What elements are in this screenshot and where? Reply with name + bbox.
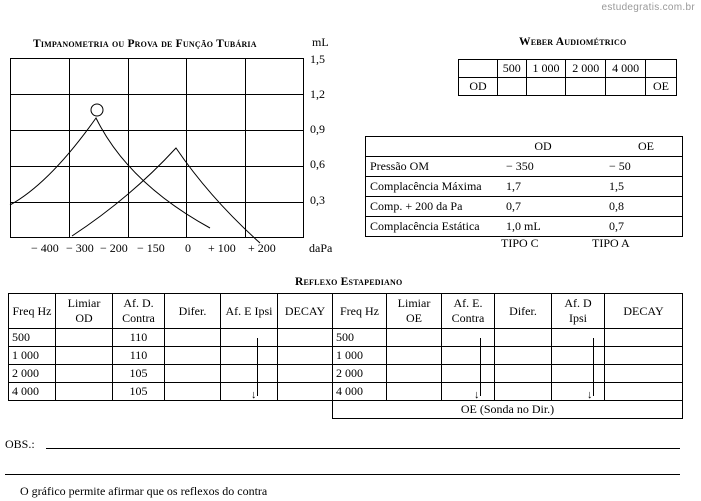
reflex-cell: [387, 383, 442, 401]
tympanometry-title: Timpanometria ou Prova de Função Tubária: [33, 38, 257, 50]
reflex-footer-left: [9, 401, 333, 419]
reflex-header: Difer.: [165, 294, 221, 329]
reflex-header: Af. D. Contra: [113, 294, 165, 329]
reflex-cell: [165, 329, 221, 347]
reflex-header: Limiar OD: [56, 294, 113, 329]
weber-oe-label: OE: [646, 78, 677, 96]
tympanogram-type-od: TIPO C: [501, 236, 539, 250]
reflex-cell: [552, 347, 605, 365]
y-tick: 0,9: [310, 122, 325, 136]
x-tick: + 200: [248, 241, 276, 255]
weber-od-label: OD: [459, 78, 498, 96]
reflex-cell: [165, 365, 221, 383]
reflex-contra-value: 110: [113, 329, 165, 347]
reflex-title: Reflexo Estapediano: [295, 276, 403, 288]
tympanogram-type-oe: TIPO A: [592, 236, 630, 250]
reflex-header: Af. D Ipsi: [552, 294, 605, 329]
imit-oe-value: 0,8: [584, 197, 683, 217]
reflex-header: Af. E Ipsi: [221, 294, 278, 329]
arrow-shaft: [593, 338, 594, 396]
reflex-cell: [56, 365, 113, 383]
reflex-cell: [221, 365, 278, 383]
reflex-cell: [56, 347, 113, 365]
y-tick: 1,2: [310, 87, 325, 101]
reflex-contra-value: 105: [113, 383, 165, 401]
reflex-cell: [605, 329, 683, 347]
weber-cell: [526, 78, 566, 96]
arrow-down-icon: ↓: [251, 389, 257, 401]
reflex-cell: [495, 347, 552, 365]
reflex-cell: [221, 383, 278, 401]
reflex-cell: [278, 347, 333, 365]
reflex-header: Limiar OE: [387, 294, 442, 329]
reflex-cell: [605, 365, 683, 383]
reflex-contra-value: 105: [113, 365, 165, 383]
reflex-header: Af. E. Contra: [442, 294, 495, 329]
reflex-cell: [165, 347, 221, 365]
question-text: O gráfico permite afirmar que os reflexos do contra: [20, 484, 268, 498]
x-tick: − 200: [100, 241, 128, 255]
weber-freq: 500: [498, 60, 527, 78]
x-tick: + 100: [208, 241, 236, 255]
x-unit-label: daPa: [309, 241, 333, 255]
reflex-header: DECAY: [278, 294, 333, 329]
reflex-freq: 2 000: [9, 365, 56, 383]
reflex-cell: [387, 347, 442, 365]
reflex-cell: [387, 329, 442, 347]
reflex-cell: [495, 383, 552, 401]
reflex-cell: [605, 383, 683, 401]
reflex-cell: [221, 347, 278, 365]
reflex-freq: 500: [333, 329, 387, 347]
reflex-cell: [552, 383, 605, 401]
weber-table: [458, 59, 677, 96]
reflex-table: [8, 293, 683, 419]
od-curve: [10, 118, 210, 228]
reflex-cell: [221, 329, 278, 347]
reflex-cell: [278, 365, 333, 383]
arrow-down-icon: ↓: [587, 389, 593, 401]
reflex-cell: [56, 383, 113, 401]
weber-cell: [498, 78, 527, 96]
imit-col-oe: OE: [637, 139, 654, 153]
arrow-down-icon: ↓: [474, 389, 480, 401]
imit-od-value: 1,0 mL: [502, 217, 584, 237]
y-unit-label: mL: [312, 35, 329, 49]
x-tick: − 400: [31, 241, 59, 255]
reflex-freq: 1 000: [9, 347, 56, 365]
weber-cell: [606, 78, 646, 96]
reflex-cell: [278, 383, 333, 401]
imit-oe-value: 0,7: [584, 217, 683, 237]
x-tick: − 300: [66, 241, 94, 255]
weber-freq: 2 000: [566, 60, 606, 78]
imit-od-value: 1,7: [502, 177, 584, 197]
x-tick: 0: [185, 241, 191, 255]
reflex-cell: [552, 365, 605, 383]
imit-row-label: Comp. + 200 da Pa: [366, 197, 503, 217]
y-tick: 1,5: [310, 52, 325, 66]
weber-freq: 1 000: [526, 60, 566, 78]
arrow-shaft: [257, 338, 258, 396]
y-tick: 0,6: [310, 157, 325, 171]
reflex-cell: [605, 347, 683, 365]
obs-line-2: [5, 474, 680, 475]
od-peak-marker: [91, 104, 103, 116]
reflex-header: Freq Hz: [9, 294, 56, 329]
imit-od-value: − 350: [502, 157, 584, 177]
weber-cell: [459, 60, 498, 78]
reflex-cell: [552, 329, 605, 347]
imit-oe-value: 1,5: [584, 177, 683, 197]
reflex-cell: [442, 365, 495, 383]
imit-od-value: 0,7: [502, 197, 584, 217]
reflex-cell: [165, 383, 221, 401]
reflex-cell: [387, 365, 442, 383]
obs-label: OBS.:: [5, 437, 35, 451]
weber-cell: [566, 78, 606, 96]
reflex-cell: [278, 329, 333, 347]
reflex-freq: 500: [9, 329, 56, 347]
reflex-header: Freq Hz: [333, 294, 387, 329]
weber-freq: 4 000: [606, 60, 646, 78]
reflex-cell: [442, 329, 495, 347]
imit-col-od: OD: [534, 139, 552, 153]
reflex-footer-right: OE (Sonda no Dir.): [333, 401, 683, 419]
reflex-freq: 4 000: [333, 383, 387, 401]
y-tick: 0,3: [310, 193, 325, 207]
reflex-freq: 4 000: [9, 383, 56, 401]
reflex-contra-value: 110: [113, 347, 165, 365]
weber-cell: [646, 60, 677, 78]
imit-row-label: Complacência Máxima: [366, 177, 503, 197]
obs-line: [46, 448, 680, 449]
x-tick: − 150: [137, 241, 165, 255]
reflex-freq: 2 000: [333, 365, 387, 383]
reflex-freq: 1 000: [333, 347, 387, 365]
reflex-cell: [442, 383, 495, 401]
weber-title: Weber Audiométrico: [519, 36, 627, 48]
immittance-table: [365, 136, 683, 237]
reflex-cell: [495, 329, 552, 347]
imit-row-label: Pressão OM: [366, 157, 503, 177]
reflex-header: DECAY: [605, 294, 683, 329]
arrow-shaft: [480, 338, 481, 396]
imit-header-empty: [366, 137, 503, 157]
imit-oe-value: − 50: [584, 157, 683, 177]
watermark: estudegratis.com.br: [601, 2, 695, 13]
imit-row-label: Complacência Estática: [366, 217, 503, 237]
oe-curve: [72, 148, 260, 243]
reflex-cell: [442, 347, 495, 365]
reflex-cell: [56, 329, 113, 347]
reflex-header: Difer.: [495, 294, 552, 329]
tympanogram-curves: [10, 58, 304, 238]
reflex-cell: [495, 365, 552, 383]
